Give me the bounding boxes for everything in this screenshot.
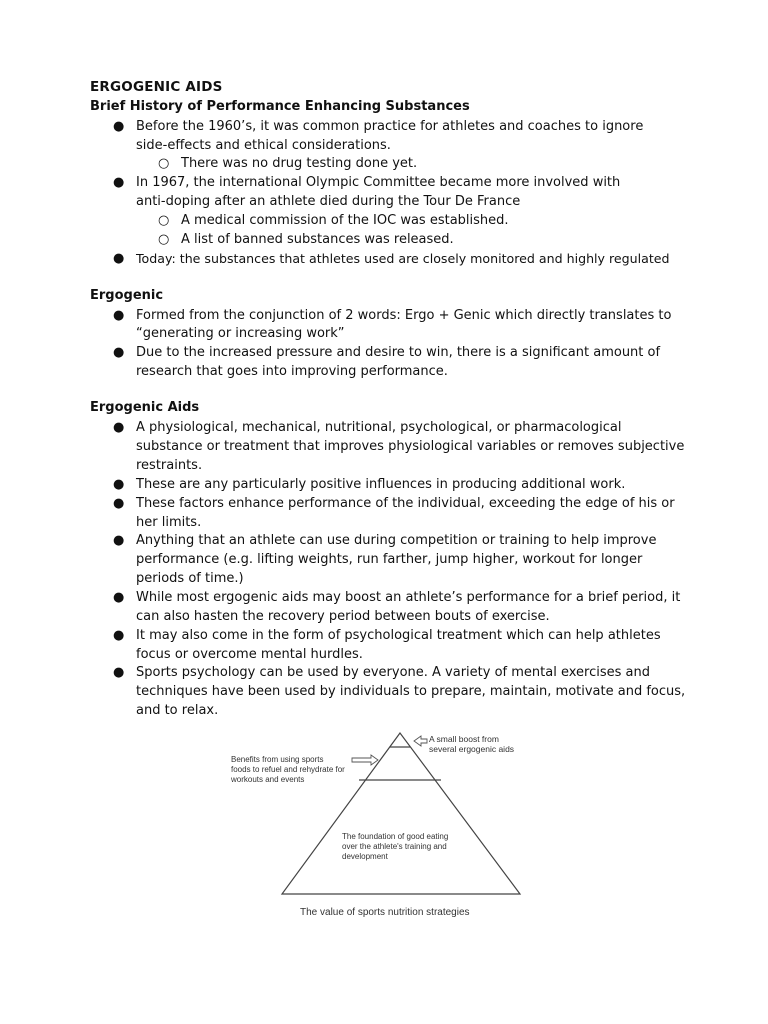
base-tier-label-line: The foundation of good eating: [342, 832, 449, 841]
top-tier-label-line: several ergogenic aids: [429, 744, 515, 754]
arrow-right-icon: [352, 755, 378, 765]
sub-list-item: A list of banned substances was released.: [181, 232, 454, 247]
list-item-line: Anything that an athlete can use during competition or training to help improve: [136, 533, 657, 548]
list-item-line: substance or treatment that improves physiological variables or removes subjective: [136, 439, 685, 454]
list-item-line: techniques have been used by individuals to prepare, maintain, motivate and focus,: [136, 684, 686, 699]
bullet-icon: ●: [113, 533, 125, 548]
list-item-line: These factors enhance performance of the individual, exceeding the edge of his or: [136, 496, 675, 511]
list-item-line: performance (e.g. lifting weights, run farther, jump higher, workout for longer: [136, 552, 643, 567]
arrow-left-icon: [414, 736, 427, 746]
bullet-icon: ●: [113, 251, 125, 266]
middle-tier-label-line: foods to refuel and rehydrate for: [231, 765, 345, 774]
list-item-line: Today: the substances that athletes used are closely monitored and highly regulated: [136, 251, 670, 266]
base-tier-label-line: development: [342, 852, 388, 861]
list-item-line: Formed from the conjunction of 2 words: Ergo + Genic which directly translates to: [136, 308, 672, 323]
section-heading-ergogenic: Ergogenic: [90, 288, 164, 303]
pyramid-figure: [228, 728, 528, 924]
base-tier-label-line: over the athlete's training and: [342, 842, 447, 851]
list-item-line: research that goes into improving performance.: [136, 364, 448, 379]
document-title: ERGOGENIC AIDS: [90, 79, 223, 95]
sub-list-item: There was no drug testing done yet.: [181, 156, 418, 171]
bullet-icon: ●: [113, 590, 125, 605]
list-item-line: It may also come in the form of psychological treatment which can help athletes: [136, 628, 661, 643]
list-item-line: In 1967, the international Olympic Committee became more involved with: [136, 175, 621, 190]
list-item-line: “generating or increasing work”: [136, 326, 345, 341]
list-item-line: Due to the increased pressure and desire to win, there is a significant amount of: [136, 345, 661, 360]
list-item-line: side-effects and ethical considerations.: [136, 138, 391, 153]
sub-list-item: A medical commission of the IOC was established.: [181, 213, 509, 228]
list-item-line: periods of time.): [136, 571, 244, 586]
list-item-line: Sports psychology can be used by everyone. A variety of mental exercises and: [136, 665, 650, 680]
list-item-line: focus or overcome mental hurdles.: [136, 647, 363, 662]
top-tier-label-line: A small boost from: [429, 734, 499, 744]
list-item-line: These are any particularly positive influences in producing additional work.: [136, 477, 626, 492]
list-item-line: While most ergogenic aids may boost an athlete’s performance for a brief period, it: [136, 590, 681, 605]
section-heading-history: Brief History of Performance Enhancing Substances: [90, 99, 470, 114]
list-item-line: Before the 1960’s, it was common practice for athletes and coaches to ignore: [136, 119, 644, 134]
list-item-line: can also hasten the recovery period between bouts of exercise.: [136, 609, 550, 624]
sub-bullet-icon: ○: [158, 213, 170, 228]
bullet-icon: ●: [113, 308, 125, 323]
middle-tier-label-line: Benefits from using sports: [231, 755, 324, 764]
figure-caption: The value of sports nutrition strategies: [300, 907, 470, 918]
bullet-icon: ●: [113, 477, 125, 492]
bullet-icon: ●: [113, 665, 125, 680]
bullet-icon: ●: [113, 175, 125, 190]
bullet-icon: ●: [113, 496, 125, 511]
bullet-icon: ●: [113, 420, 125, 435]
bullet-icon: ●: [113, 628, 125, 643]
list-item-line: her limits.: [136, 515, 202, 530]
pyramid-diagram: [228, 728, 528, 924]
list-item-line: restraints.: [136, 458, 203, 473]
list-item-line: anti-doping after an athlete died during the Tour De France: [136, 194, 521, 209]
section-heading-ergogenic-aids: Ergogenic Aids: [90, 400, 200, 415]
list-item-line: and to relax.: [136, 703, 219, 718]
sub-bullet-icon: ○: [158, 232, 170, 247]
list-item-line: A physiological, mechanical, nutritional, psychological, or pharmacological: [136, 420, 622, 435]
middle-tier-label-line: workouts and events: [231, 775, 305, 784]
bullet-icon: ●: [113, 119, 125, 134]
bullet-icon: ●: [113, 345, 125, 360]
sub-bullet-icon: ○: [158, 156, 170, 171]
